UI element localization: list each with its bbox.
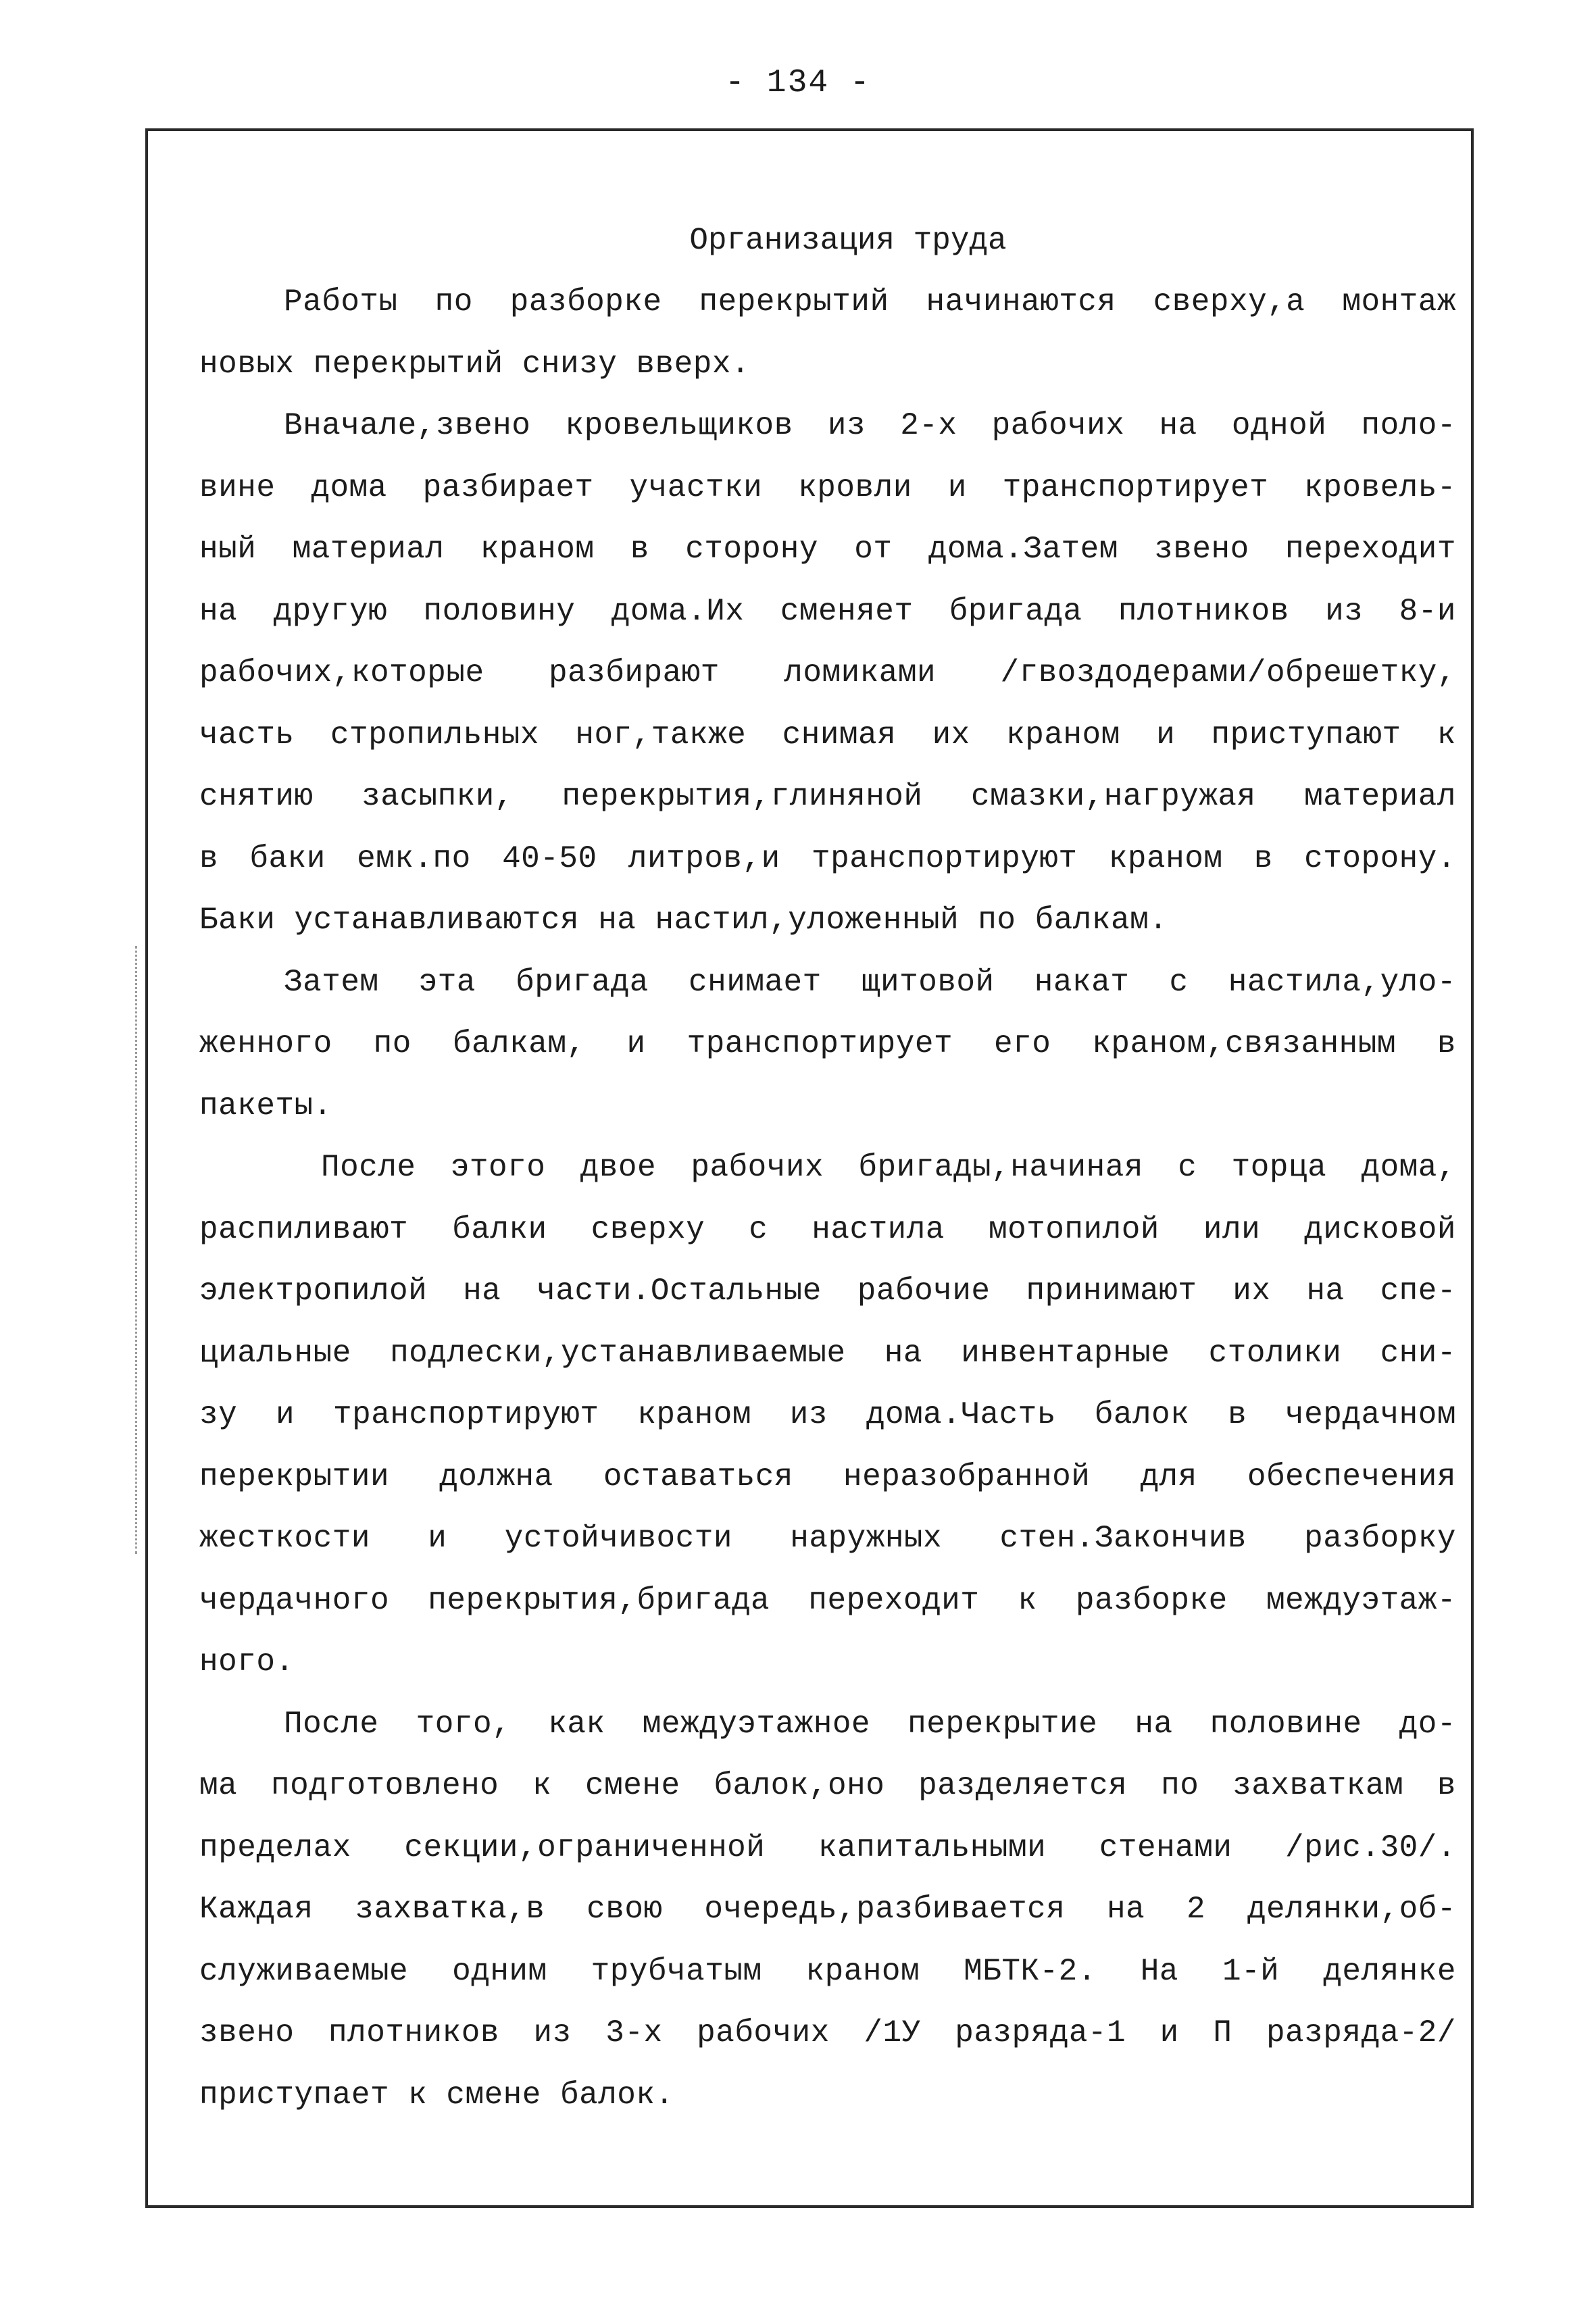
text-line: Вначале,звено кровельщиков из 2-х рабочих на одной поло- xyxy=(284,408,1456,443)
text-line: После того, как междуэтажное перекрытие на половине до- xyxy=(284,1706,1456,1742)
text-line: часть стропильных ног,также снимая их краном и приступают к xyxy=(199,717,1456,753)
text-line: зу и транспортируют краном из дома.Часть балок в чердачном xyxy=(199,1397,1456,1432)
text-line: ный материал краном в сторону от дома.Затем звено переходит xyxy=(199,532,1456,567)
text-line: ного. xyxy=(199,1644,295,1680)
text-line: звено плотников из 3-х рабочих /1У разряда-1 и П разряда-2/ xyxy=(199,2015,1456,2051)
text-line: вине дома разбирает участки кровли и транспортирует кровель- xyxy=(199,470,1456,505)
text-line: рабочих,которые разбирают ломиками /гвоздодерами/обрешетку, xyxy=(199,655,1456,690)
text-line: распиливают балки сверху с настила мотопилой или дисковой xyxy=(199,1211,1456,1247)
text-line: в баки емк.по 40-50 литров,и транспортируют краном в сторону. xyxy=(199,840,1456,876)
text-line: циальные подлески,устанавливаемые на инвентарные столики сни- xyxy=(199,1335,1456,1371)
paragraph xyxy=(199,395,1456,952)
text-line: Работы по разборке перекрытий начинаются сверху,а монтаж xyxy=(284,284,1456,320)
paragraph xyxy=(199,1137,1456,1694)
text-line: ма подготовлено к смене балок,оно разделяется по захваткам в xyxy=(199,1768,1456,1803)
text-line: Затем эта бригада снимает щитовой накат с настила,уло- xyxy=(284,964,1456,1000)
paragraph xyxy=(199,1694,1456,2127)
text-line: Баки устанавливаются на настил,уложенный по балкам. xyxy=(199,903,1168,938)
text-line: служиваемые одним трубчатым краном МБТК-2. На 1-й делянке xyxy=(199,1953,1456,1989)
document-body xyxy=(199,209,1456,2126)
text-line: снятию засыпки, перекрытия,глиняной смазки,нагружая материал xyxy=(199,779,1456,814)
text-line: пределах секции,ограниченной капитальными стенами /рис.30/. xyxy=(199,1830,1456,1865)
text-line: чердачного перекрытия,бригада переходит к разборке междуэтаж- xyxy=(199,1582,1456,1618)
text-line: электропилой на части.Остальные рабочие принимают их на спе- xyxy=(199,1274,1456,1309)
text-line: на другую половину дома.Их сменяет бригада плотников из 8-и xyxy=(199,593,1456,629)
text-line: женного по балкам, и транспортирует его краном,связанным в xyxy=(199,1026,1456,1061)
text-line: новых перекрытий снизу вверх. xyxy=(199,346,751,382)
binding-margin-marks xyxy=(135,946,141,1554)
text-line: перекрытии должна оставаться неразобранной для обеспечения xyxy=(199,1459,1456,1494)
paragraph xyxy=(199,952,1456,1138)
paragraph xyxy=(199,272,1456,395)
text-line: жесткости и устойчивости наружных стен.Закончив разборку xyxy=(199,1521,1456,1556)
text-line: После этого двое рабочих бригады,начиная с торца дома, xyxy=(321,1150,1456,1185)
section-title: Организация труда xyxy=(689,223,1007,258)
text-line: приступает к смене балок. xyxy=(199,2077,674,2113)
text-line: Каждая захватка,в свою очередь,разбивается на 2 делянки,об- xyxy=(199,1892,1456,1927)
page-number: - 134 - xyxy=(725,65,871,101)
text-line: пакеты. xyxy=(199,1088,332,1124)
